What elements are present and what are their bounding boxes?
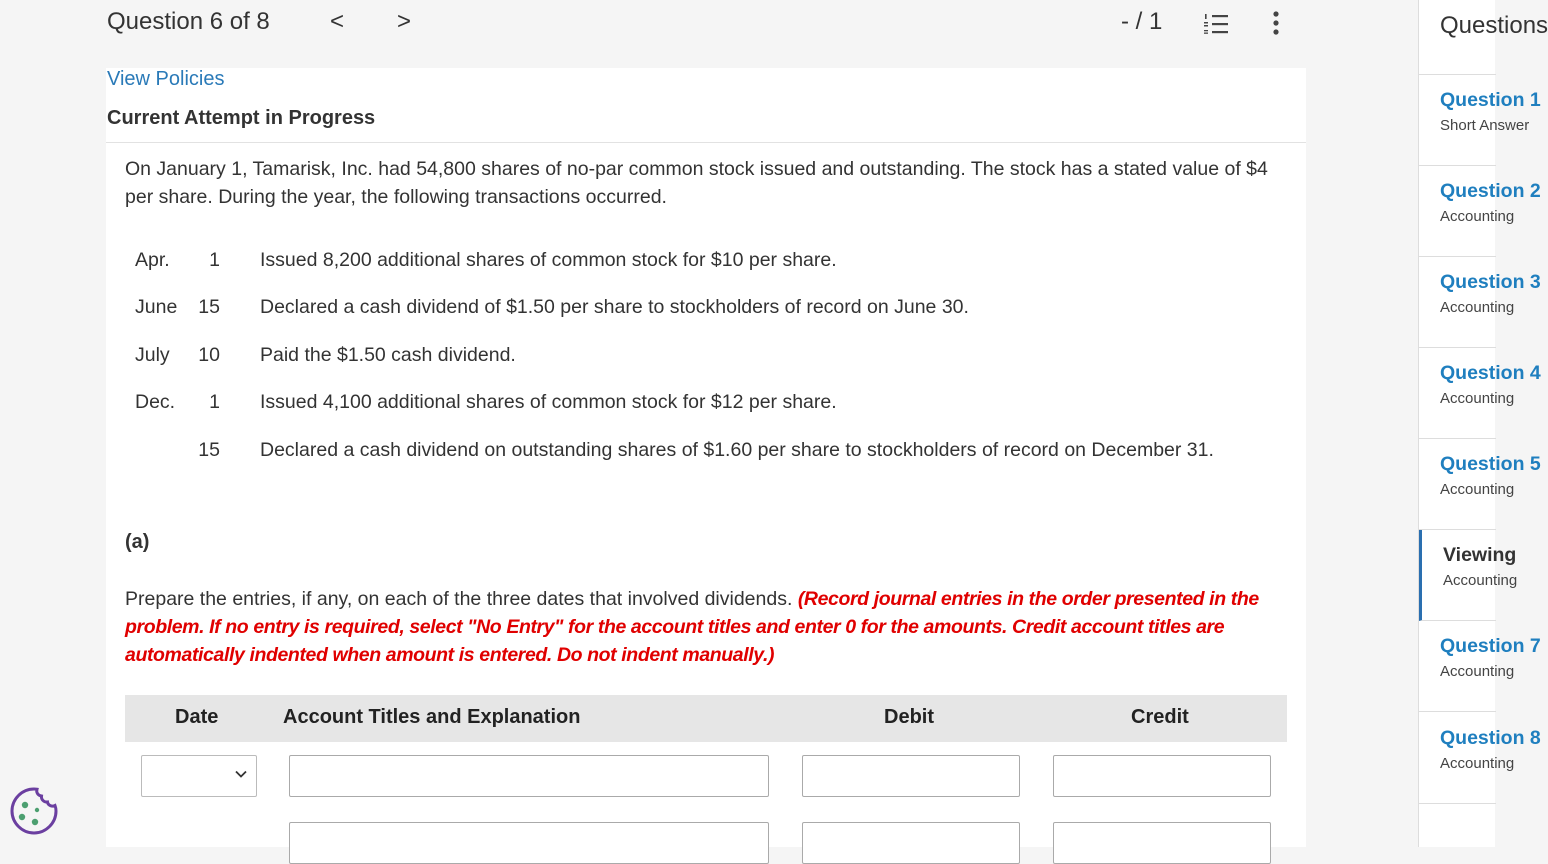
credit-input[interactable]: [1053, 822, 1271, 864]
sidebar-item-label: Question 4: [1440, 362, 1541, 384]
account-title-input[interactable]: [289, 755, 769, 797]
transaction-description: Paid the $1.50 cash dividend.: [260, 344, 516, 366]
credit-column-header: Credit: [1131, 706, 1189, 728]
problem-intro: On January 1, Tamarisk, Inc. had 54,800 shares of no-par common stock issued and outstanding. The stock has a stated value of $4 per share. During the year, the following transactions occurred.: [125, 158, 1268, 208]
sidebar-item-label: Question 5: [1440, 453, 1541, 475]
transaction-day: 1: [209, 391, 220, 413]
attempt-status: Current Attempt in Progress: [107, 107, 376, 129]
account-title-input[interactable]: [289, 822, 769, 864]
sidebar-item-label: Question 3: [1440, 271, 1541, 293]
sidebar-item-label: Question 1: [1440, 89, 1541, 111]
transaction-day: 15: [198, 296, 220, 318]
credit-input[interactable]: [1053, 755, 1271, 797]
date-column-header: Date: [175, 706, 219, 728]
previous-question-button[interactable]: <: [330, 8, 345, 35]
sidebar-title: Questions: [1440, 12, 1548, 39]
sidebar-item-type: Accounting: [1443, 572, 1518, 589]
sidebar-item-question-5[interactable]: [1419, 439, 1541, 530]
vertical-ellipsis-icon[interactable]: [1266, 10, 1286, 36]
sidebar-item-type: Accounting: [1440, 481, 1515, 498]
instruction-warning: (Record journal entries in the order presented in the problem. If no entry is required, select "No Entry" for the account titles and enter 0 for the amounts. Credit account titles are automatically indented when amount is entered. Do not indent manually.): [125, 588, 1259, 666]
transaction-day: 15: [198, 439, 220, 461]
transaction-month: July: [135, 344, 170, 366]
debit-input[interactable]: [802, 822, 1020, 864]
question-sidebar: [1418, 0, 1548, 847]
instruction-text: Prepare the entries, if any, on each of the three dates that involved dividends.: [125, 588, 798, 610]
sidebar-item-type: Accounting: [1440, 663, 1515, 680]
date-select[interactable]: [141, 755, 257, 797]
debit-input[interactable]: [802, 755, 1020, 797]
part-label: (a): [125, 531, 150, 553]
transaction-month: Apr.: [135, 249, 170, 271]
journal-table-header: [125, 695, 1287, 742]
question-counter: Question 6 of 8: [107, 8, 270, 35]
transaction-month: Dec.: [135, 391, 176, 413]
sidebar-item-question-8[interactable]: [1419, 713, 1541, 804]
sidebar-item-question-3[interactable]: [1419, 257, 1541, 348]
transaction-description: Declared a cash dividend on outstanding shares of $1.60 per share to stockholders of record on December 31.: [260, 439, 1214, 461]
score: - / 1: [1121, 8, 1163, 35]
divider: [106, 142, 1306, 143]
transaction-day: 10: [198, 344, 220, 366]
cookie-icon[interactable]: [8, 785, 60, 837]
sidebar-item-question-2[interactable]: [1419, 166, 1541, 257]
debit-column-header: Debit: [884, 706, 934, 728]
sidebar-item-type: Accounting: [1440, 390, 1515, 407]
view-policies-link[interactable]: View Policies: [107, 68, 225, 90]
numbered-list-icon[interactable]: [1202, 12, 1230, 36]
transaction-month: June: [135, 296, 178, 318]
sidebar-item-question-7[interactable]: [1419, 621, 1541, 712]
sidebar-item-type: Accounting: [1440, 755, 1515, 772]
chevron-down-icon: [234, 767, 248, 781]
transaction-description: Declared a cash dividend of $1.50 per share to stockholders of record on June 30.: [260, 296, 969, 318]
account-column-header: Account Titles and Explanation: [283, 706, 581, 728]
sidebar-item-question-1[interactable]: [1419, 75, 1541, 166]
transaction-description: Issued 8,200 additional shares of common stock for $10 per share.: [260, 249, 837, 271]
sidebar-item-label: Question 2: [1440, 180, 1541, 202]
transaction-day: 1: [209, 249, 220, 271]
sidebar-item-label: Question 7: [1440, 635, 1541, 657]
sidebar-item-question-4[interactable]: [1419, 348, 1541, 439]
sidebar-item-label: Viewing: [1443, 544, 1517, 566]
sidebar-item-type: Accounting: [1440, 299, 1515, 316]
transaction-description: Issued 4,100 additional shares of common stock for $12 per share.: [260, 391, 837, 413]
sidebar-item-label: Question 8: [1440, 727, 1541, 749]
sidebar-item-question-6[interactable]: [1419, 530, 1518, 621]
next-question-button[interactable]: >: [397, 8, 412, 35]
sidebar-item-type: Accounting: [1440, 208, 1515, 225]
part-instructions: [125, 585, 1305, 669]
sidebar-item-type: Short Answer: [1440, 117, 1530, 134]
top-bar: [0, 0, 1418, 68]
